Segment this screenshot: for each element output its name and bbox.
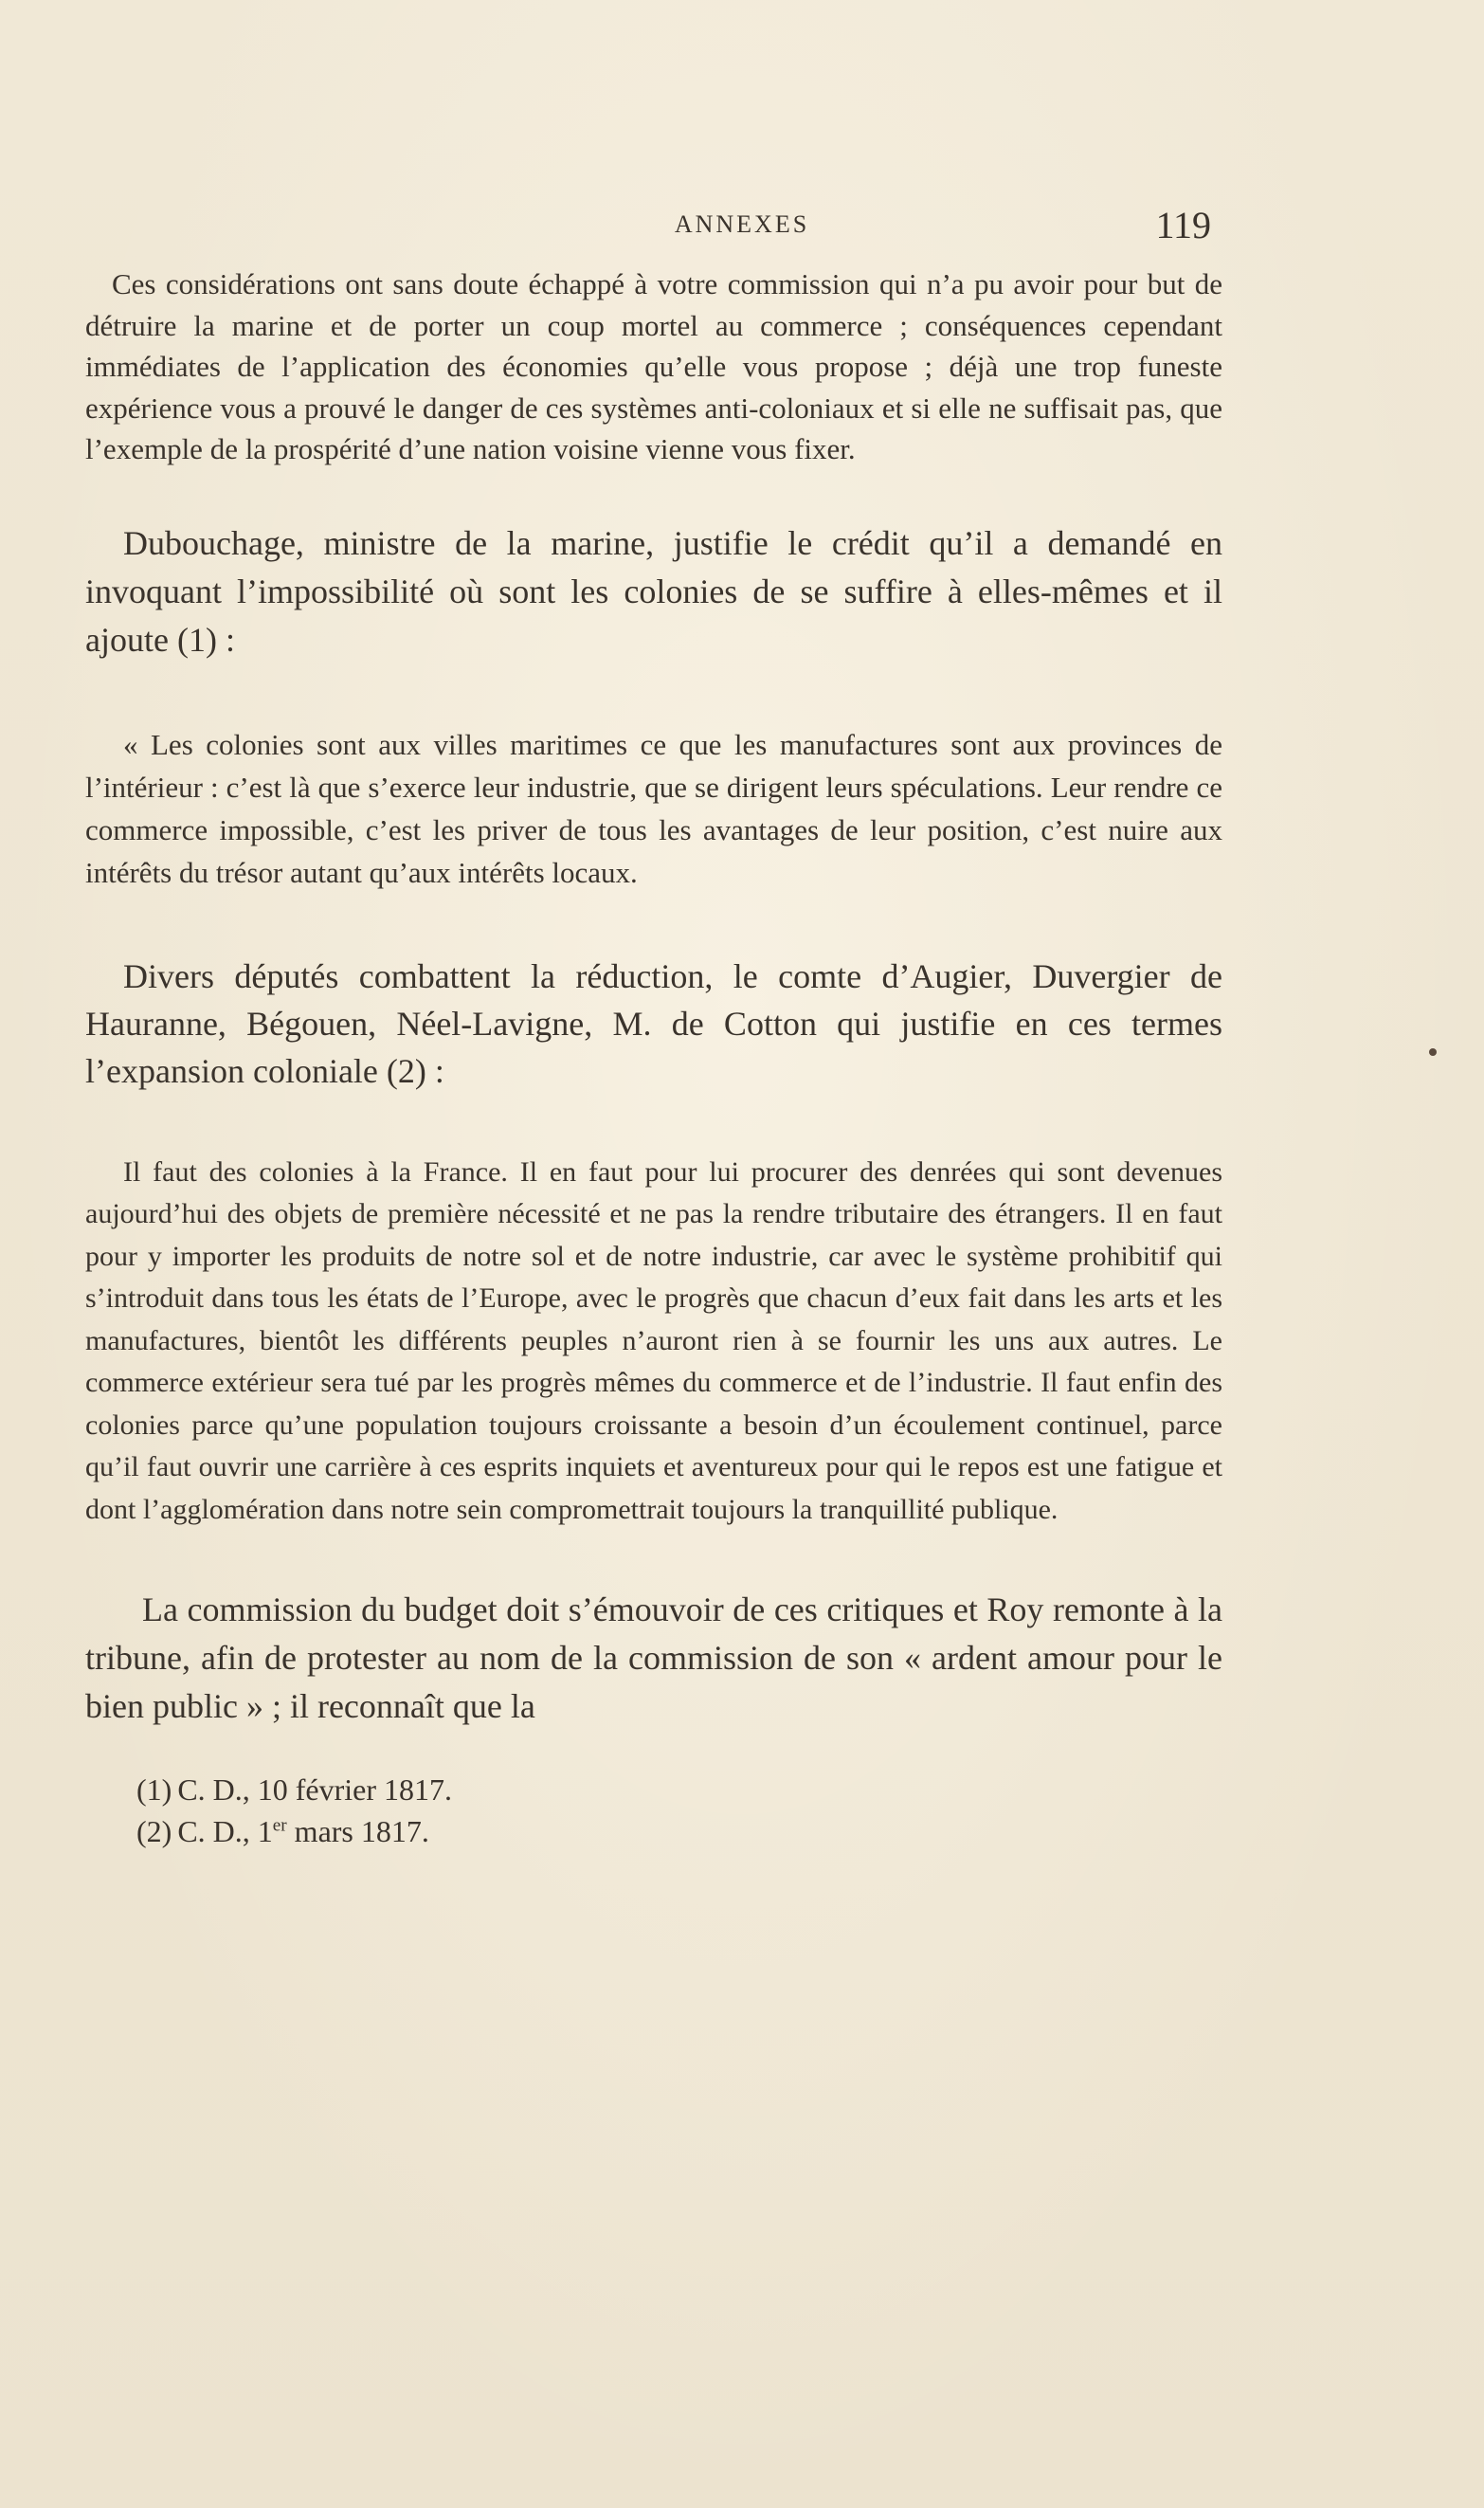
footnote-2: [136, 1810, 1222, 1852]
paragraph-deputes: Divers députés combattent la réduction, le comte d’Augier, Duvergier de Hauranne, Bégouen, Néel-Lavigne, M. de Cotton qui justifie en ces termes l’expansion coloniale (2) :: [85, 956, 1222, 1090]
footnote-1: [136, 1769, 1222, 1810]
ink-speck: [1429, 1048, 1437, 1056]
footnote-mark: (2): [136, 1814, 172, 1848]
page-header: [0, 204, 1484, 248]
page-number: 119: [1155, 204, 1211, 246]
page-body: [85, 264, 1222, 1852]
quoted-paragraph-commission: Ces considérations ont sans doute échappé à votre commission qui n’a pu avoir pour but de détruire la marine et de porter un coup mortel au commerce ; conséquences cependant immédiates de l’application des économies qu’elle vous propose ; déjà une trop funeste expérience vous a prouvé le danger de ces systèmes anti-coloniaux et si elle ne suffisait pas, que l’exemple de la prospérité d’une nation voisine vienne vous fixer.: [85, 267, 1222, 465]
footnote-text: C. D., 10 février 1817.: [177, 1772, 453, 1807]
quoted-paragraph-colonies: « Les colonies sont aux villes maritimes ce que les manufactures sont aux provinces de l’intérieur : c’est là que s’exerce leur industrie, que se dirigent leurs spéculations. Leur rendre ce commerce impossible, c’est les priver de tous les avantages de leur position, c’est nuire aux intérêts du trésor autant qu’aux intérêts locaux.: [85, 727, 1222, 889]
paragraph-dubouchage: Dubouchage, ministre de la marine, justifie le crédit qu’il a demandé en invoquant l’impossibilité où sont les colonies de se suffire à elles-mêmes et il ajoute (1) :: [85, 523, 1222, 659]
footnote-text-after: mars 1817.: [286, 1814, 429, 1848]
footnote-mark: (1): [136, 1772, 172, 1807]
running-head: ANNEXES: [674, 210, 810, 238]
footnotes: [85, 1769, 1222, 1852]
footnote-superscript: er: [272, 1815, 287, 1836]
footnote-text-before: C. D., 1: [177, 1814, 273, 1848]
quoted-paragraph-cotton: Il faut des colonies à la France. Il en faut pour lui procurer des denrées qui sont devenues aujourd’hui des objets de première nécessité et ne pas la rendre tributaire des étrangers. Il en faut pour y importer les produits de notre sol et de notre industrie, car avec le système prohibitif qui s’introduit dans tous les états de l’Europe, avec le progrès que chacun d’eux fait dans les arts et les manufactures, bientôt les différents peuples n’auront rien à se fournir les uns aux autres. Le commerce extérieur sera tué par les progrès mêmes du commerce et de l’industrie. Il faut enfin des colonies parce qu’une population toujours croissante a besoin d’un écoulement continuel, parce qu’il faut ouvrir une carrière à ces esprits inquiets et aventureux pour qui le repos est une fatigue et dont l’agglomération dans notre sein compromettrait toujours la tranquillité publique.: [85, 1155, 1222, 1525]
paragraph-commission-budget: La commission du budget doit s’émouvoir de ces critiques et Roy remonte à la tribune, afin de protester au nom de la commission de son « ardent amour pour le bien public » ; il reconnaît que la: [85, 1590, 1222, 1725]
